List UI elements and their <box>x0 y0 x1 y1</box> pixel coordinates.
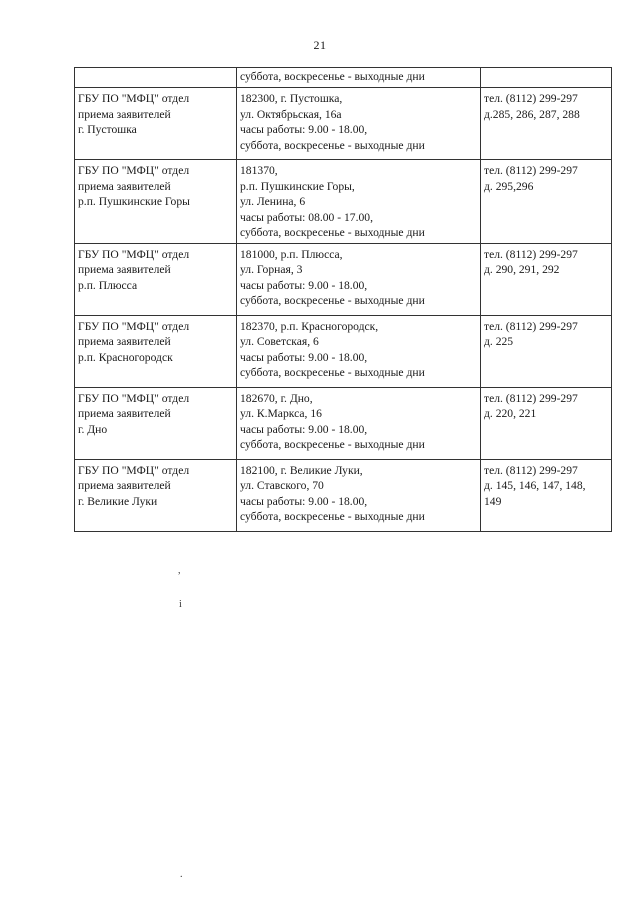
office-name-cell <box>75 315 237 387</box>
office-address-cell-line: р.п. Пушкинские Горы, <box>240 179 355 193</box>
office-name-cell-line: ГБУ ПО "МФЦ" отдел <box>78 391 190 405</box>
office-address-cell-line: 182370, р.п. Красногородск, <box>240 319 379 333</box>
table-row-continuation <box>75 68 612 88</box>
office-phone-cell-line: д. 295,296 <box>484 179 534 193</box>
office-address-cell-line: 182300, г. Пустошка, <box>240 92 343 105</box>
office-address-cell-line: суббота, воскресенье - выходные дни <box>240 294 425 307</box>
office-name-cell-line: ГБУ ПО "МФЦ" отдел <box>78 247 190 261</box>
office-name-cell-line: приема заявителей <box>78 407 171 420</box>
office-name-cell-line: р.п. Пушкинские Горы <box>78 195 190 208</box>
office-address-cell-line: часы работы: 9.00 - 18.00, <box>240 278 368 292</box>
office-name-cell-line: приема заявителей <box>78 179 171 193</box>
office-address-cell <box>237 459 481 531</box>
office-name-cell <box>75 387 237 459</box>
office-phone-cell <box>481 243 612 315</box>
office-phone-cell-line: 149 <box>484 494 502 508</box>
office-name-cell-line: ГБУ ПО "МФЦ" отдел <box>78 164 190 177</box>
office-address-cell <box>237 88 481 160</box>
office-address-cell-line: суббота, воскресенье - выходные дни <box>240 70 425 83</box>
office-phone-cell <box>481 459 612 531</box>
office-address-cell-line: ул. Октябрьская, 16а <box>240 107 342 121</box>
office-phone-cell <box>481 387 612 459</box>
office-address-cell-line: 182670, г. Дно, <box>240 391 313 405</box>
office-name-cell-line: г. Дно <box>78 422 108 436</box>
mfc-offices-table <box>74 67 612 532</box>
office-name-cell-line: приема заявителей <box>78 263 171 276</box>
office-address-cell-line: 182100, г. Великие Луки, <box>240 463 363 477</box>
office-address-cell-line: суббота, воскресенье - выходные дни <box>240 510 425 523</box>
office-address-cell-line: ул. Советская, 6 <box>240 335 319 348</box>
office-phone-cell-line: тел. (8112) 299-297 <box>484 391 578 405</box>
office-address-cell <box>237 315 481 387</box>
office-address-cell-line: суббота, воскресенье - выходные дни <box>240 226 425 239</box>
office-phone-cell-line: д. 290, 291, 292 <box>484 263 560 276</box>
office-address-cell-line: 181000, р.п. Плюсса, <box>240 247 343 261</box>
office-phone-cell-line: тел. (8112) 299-297 <box>484 247 578 261</box>
office-name-cell-line: приема заявителей <box>78 107 171 121</box>
table-row <box>75 243 612 315</box>
office-address-cell <box>237 243 481 315</box>
office-address-cell-line: часы работы: 9.00 - 18.00, <box>240 350 368 364</box>
office-address-cell-line: ул. Ленина, 6 <box>240 195 306 208</box>
office-phone-cell <box>481 315 612 387</box>
office-phone-cell-line: тел. (8112) 299-297 <box>484 319 578 333</box>
office-phone-cell <box>481 88 612 160</box>
office-phone-cell-line: д. 220, 221 <box>484 407 537 420</box>
office-phone-cell-line: тел. (8112) 299-297 <box>484 463 578 477</box>
stray-mark: , <box>178 565 181 576</box>
office-address-cell <box>237 387 481 459</box>
office-name-cell-line: р.п. Плюсса <box>78 278 138 292</box>
page-number: 21 <box>313 38 327 52</box>
office-address-cell-line: суббота, воскресенье - выходные дни <box>240 438 425 451</box>
office-address-cell-line: ул. Горная, 3 <box>240 263 303 276</box>
office-name-cell <box>75 243 237 315</box>
office-name-cell-line: ГБУ ПО "МФЦ" отдел <box>78 463 190 477</box>
table-row <box>75 459 612 531</box>
stray-mark: . <box>180 869 183 880</box>
office-phone-cell-line: д. 225 <box>484 335 514 348</box>
office-address-cell-line: часы работы: 9.00 - 18.00, <box>240 123 368 136</box>
table-row <box>75 160 612 244</box>
office-name-cell-line: ГБУ ПО "МФЦ" отдел <box>78 92 190 105</box>
office-name-cell-line: приема заявителей <box>78 335 171 348</box>
office-address-cell-line: суббота, воскресенье - выходные дни <box>240 366 425 379</box>
office-name-cell <box>75 88 237 160</box>
office-phone-cell-line: д. 145, 146, 147, 148, <box>484 479 586 492</box>
office-address-cell-line: 181370, <box>240 164 278 177</box>
office-name-cell-line: р.п. Красногородск <box>78 350 173 364</box>
office-address-cell-line: ул. Ставского, 70 <box>240 479 324 492</box>
stray-mark: i <box>179 599 182 610</box>
office-name-cell <box>75 68 237 88</box>
table-row <box>75 88 612 160</box>
office-address-cell <box>237 68 481 88</box>
office-phone-cell <box>481 160 612 244</box>
office-name-cell <box>75 160 237 244</box>
office-name-cell-line: г. Великие Луки <box>78 494 158 508</box>
office-name-cell <box>75 459 237 531</box>
table-row <box>75 387 612 459</box>
offices-table-body <box>75 68 612 532</box>
office-address-cell-line: часы работы: 08.00 - 17.00, <box>240 210 373 224</box>
office-name-cell-line: г. Пустошка <box>78 123 137 136</box>
office-phone-cell-line: тел. (8112) 299-297 <box>484 92 578 105</box>
office-name-cell-line: ГБУ ПО "МФЦ" отдел <box>78 319 190 333</box>
office-phone-cell-line: тел. (8112) 299-297 <box>484 164 578 177</box>
office-name-cell-line: приема заявителей <box>78 479 171 492</box>
office-phone-cell <box>481 68 612 88</box>
office-address-cell-line: часы работы: 9.00 - 18.00, <box>240 494 368 508</box>
office-address-cell-line: ул. К.Маркса, 16 <box>240 407 322 420</box>
office-address-cell-line: суббота, воскресенье - выходные дни <box>240 138 425 152</box>
office-address-cell-line: часы работы: 9.00 - 18.00, <box>240 422 368 436</box>
office-phone-cell-line: д.285, 286, 287, 288 <box>484 107 580 121</box>
office-address-cell <box>237 160 481 244</box>
table-row <box>75 315 612 387</box>
